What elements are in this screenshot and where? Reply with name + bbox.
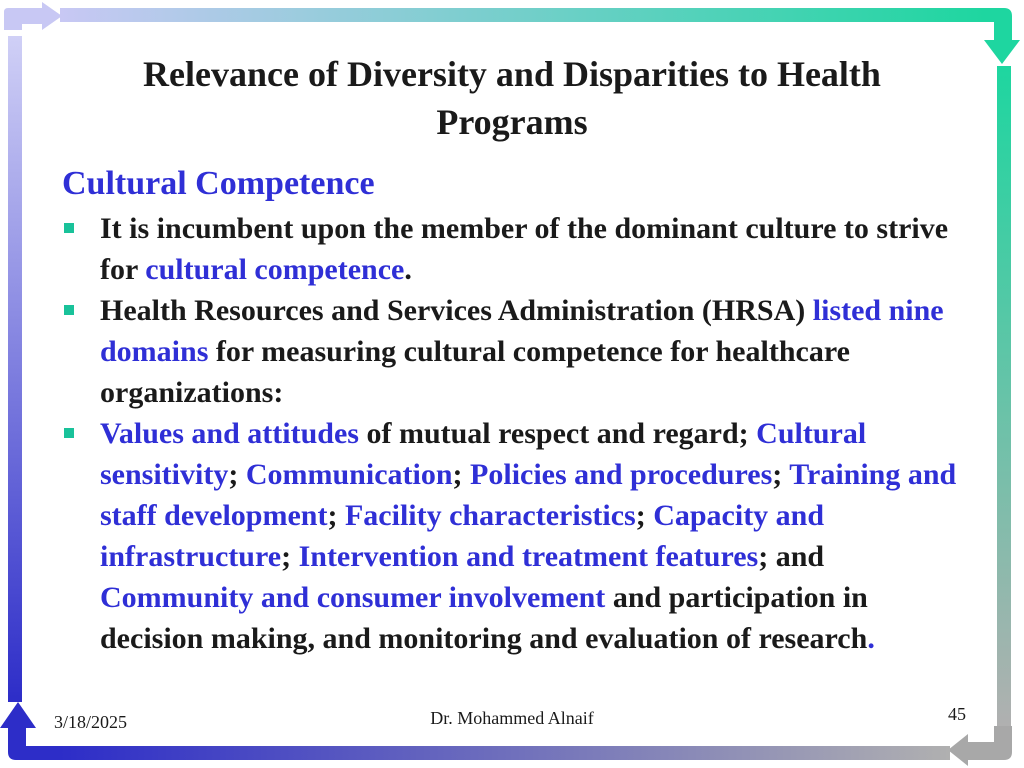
highlighted-phrase: Facility characteristics	[344, 499, 636, 532]
highlighted-phrase: Community and consumer involvement	[100, 581, 606, 614]
frame-top-bar	[60, 8, 985, 22]
bullet-item	[62, 413, 962, 659]
highlighted-phrase: Values and attitudes	[100, 417, 359, 450]
highlighted-phrase: Cultural sensitivity	[100, 417, 867, 491]
text-segment: ;	[327, 499, 345, 532]
slide-title: Relevance of Diversity and Disparities to Health Programs	[143, 54, 881, 142]
arrow-left-icon	[948, 726, 1012, 766]
arrow-right-icon	[4, 2, 62, 30]
highlighted-phrase: Training and staff development	[100, 458, 957, 532]
text-segment: Health Resources and Services Administration (HRSA)	[100, 294, 813, 327]
square-bullet-icon	[64, 223, 74, 233]
text-segment: ;	[281, 540, 299, 573]
text-segment: .	[404, 253, 412, 286]
text-segment: ;	[452, 458, 471, 491]
square-bullet-icon	[64, 428, 74, 438]
text-segment: ; and	[758, 540, 825, 573]
text-segment: It is incumbent upon the member of the dominant culture to strive for	[100, 212, 949, 286]
text-segment: ;	[228, 458, 246, 491]
text-segment: ;	[635, 499, 654, 532]
arrow-down-icon	[984, 8, 1020, 64]
highlighted-phrase: Policies and procedures	[470, 458, 773, 491]
footer-author: Dr. Mohammed Alnaif	[430, 708, 594, 728]
highlighted-phrase: .	[867, 622, 875, 655]
text-segment: and participation in decision making, and monitoring and evaluation of research	[100, 581, 868, 655]
section-heading: Cultural Competence	[62, 165, 375, 202]
text-segment: ;	[772, 458, 790, 491]
frame-bottom-bar	[60, 746, 950, 760]
bullet-item	[62, 208, 962, 290]
highlighted-phrase: listed nine domains	[100, 294, 944, 368]
highlighted-phrase: Communication	[245, 458, 453, 491]
bullet-item	[62, 290, 962, 413]
highlighted-phrase: cultural competence	[145, 253, 405, 286]
bullet-text	[100, 294, 944, 409]
frame-right-bar	[997, 66, 1011, 726]
bullet-text	[100, 212, 948, 286]
frame-left-bar	[8, 36, 22, 702]
square-bullet-icon	[64, 305, 74, 315]
bullet-text	[100, 417, 956, 655]
highlighted-phrase: Capacity and infrastructure	[100, 499, 825, 573]
bullet-list	[62, 208, 962, 659]
highlighted-phrase: Intervention and treatment features	[298, 540, 759, 573]
page-number: 45	[948, 704, 966, 724]
text-segment: for measuring cultural competence for healthcare organizations:	[100, 335, 850, 409]
footer-date: 3/18/2025	[54, 712, 128, 732]
text-segment: of mutual respect and regard;	[358, 417, 757, 450]
